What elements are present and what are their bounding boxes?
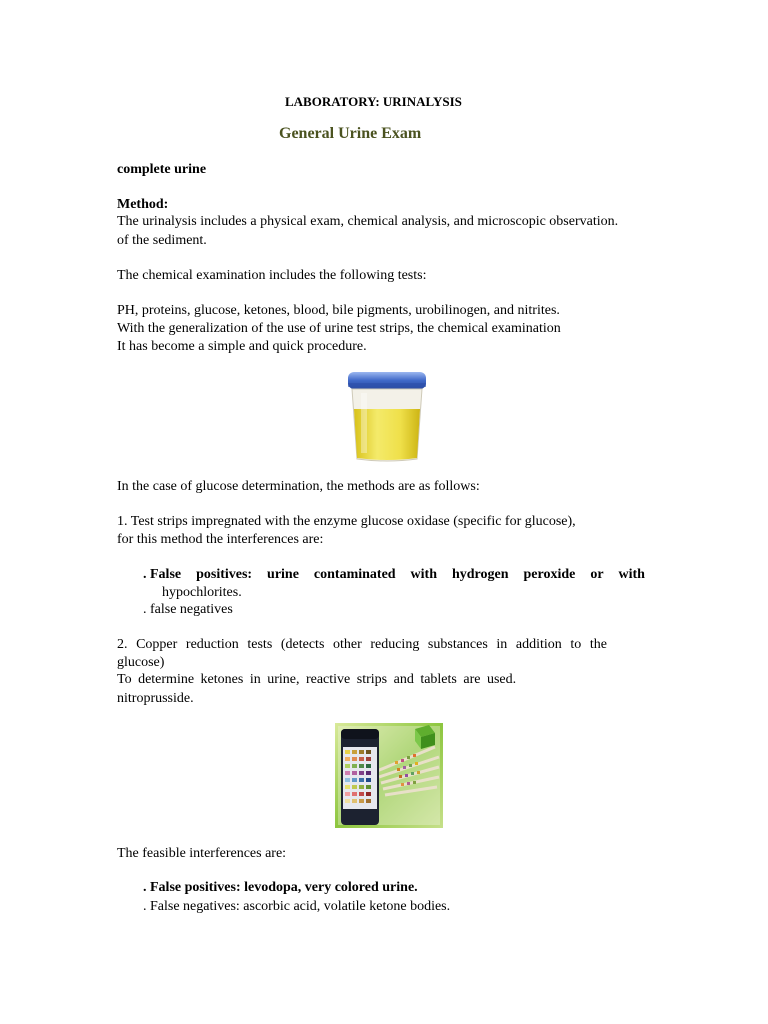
false-positives-line: . False positives: levodopa, very colored urine. [143, 880, 418, 895]
chem-intro: The chemical examination includes the following tests: [117, 268, 427, 283]
list-item-continuation: glucose) [117, 655, 165, 670]
interferences-intro: The feasible interferences are: [117, 846, 287, 861]
word: the [589, 637, 607, 652]
list-item-continuation: for this method the interferences are: [117, 532, 324, 547]
word: urine [267, 567, 299, 582]
word: with [618, 567, 645, 582]
list-item: 1. Test strips impregnated with the enzyme glucose oxidase (specific for glucose), [117, 514, 576, 529]
word: hydrogen [451, 567, 509, 582]
word: tests [247, 637, 273, 652]
word: . False [143, 567, 182, 582]
chem-text-line: PH, proteins, glucose, ketones, blood, bile pigments, urobilinogen, and nitrites. [117, 303, 560, 318]
ketone-text-line: nitroprusside. [117, 691, 194, 706]
word: or [590, 567, 604, 582]
false-positives-line [143, 566, 645, 584]
ketone-text-line: To determine ketones in urine, reactive strips and tablets are used. [117, 672, 517, 687]
glucose-intro: In the case of glucose determination, the methods are as follows: [117, 479, 480, 494]
word: reduction [185, 637, 239, 652]
document-subtitle: General Urine Exam [279, 125, 422, 142]
word: with [410, 567, 437, 582]
word: substances [427, 637, 488, 652]
urine-cup-image [343, 369, 431, 463]
word: contaminated [313, 567, 396, 582]
word: reducing [370, 637, 420, 652]
section-heading: complete urine [117, 162, 207, 177]
word: addition [515, 637, 562, 652]
word: peroxide [523, 567, 576, 582]
chem-text-line: With the generalization of the use of urine test strips, the chemical examination [117, 321, 561, 336]
document-title: LABORATORY: URINALYSIS [285, 94, 462, 109]
word: positives: [196, 567, 253, 582]
word: (detects [280, 637, 325, 652]
chem-text-line: It has become a simple and quick procedure. [117, 339, 367, 354]
method-text-line: of the sediment. [117, 233, 207, 248]
word: Copper [136, 637, 178, 652]
method-label: Method: [117, 197, 169, 212]
list-item [117, 636, 607, 654]
false-negatives-line: . false negatives [143, 602, 233, 617]
word: in [496, 637, 508, 652]
word: 2. [117, 637, 128, 652]
method-text-line: The urinalysis includes a physical exam, chemical analysis, and microscopic observation. [117, 214, 619, 229]
word: other [332, 637, 362, 652]
test-strips-image [335, 723, 443, 828]
false-positives-continuation: hypochlorites. [162, 585, 242, 600]
false-negatives-line: . False negatives: ascorbic acid, volatile ketone bodies. [143, 899, 451, 914]
word: to [570, 637, 582, 652]
